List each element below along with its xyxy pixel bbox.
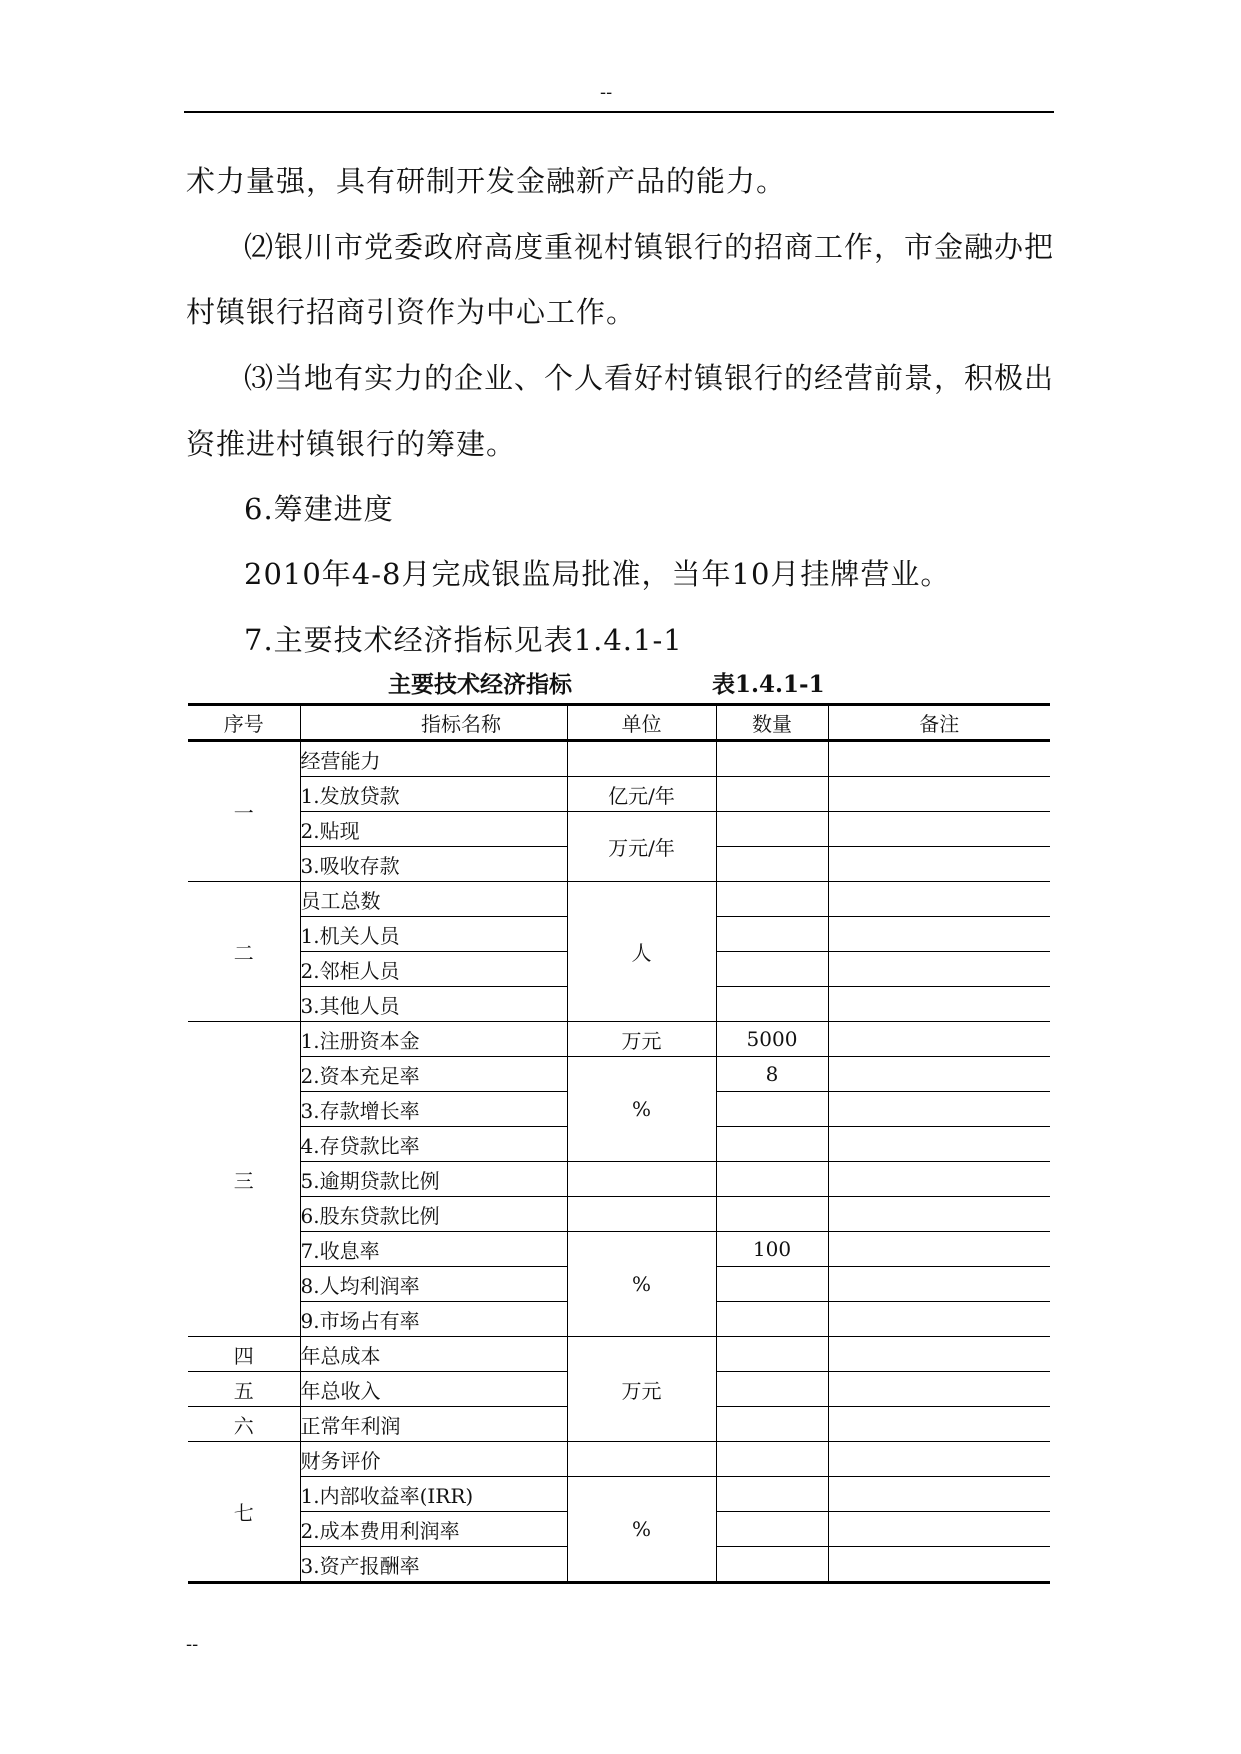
table-caption-title: 主要技术经济指标 [388, 671, 572, 698]
quantity-cell [716, 1407, 828, 1442]
indicator-name: 2.资本充足率 [300, 1057, 567, 1092]
group-label: 一 [188, 741, 300, 882]
table-row [188, 1442, 1050, 1477]
indicator-name: 年总成本 [300, 1337, 567, 1372]
indicator-name: 1.注册资本金 [300, 1022, 567, 1057]
unit-cell: 亿元/年 [567, 777, 716, 812]
quantity-cell [716, 1547, 828, 1583]
unit-cell [567, 1197, 716, 1232]
remarks-cell [828, 1442, 1050, 1477]
remarks-cell [828, 882, 1050, 917]
header-indicator-name: 指标名称 [300, 705, 567, 741]
indicator-name: 2.贴现 [300, 812, 567, 847]
quantity-cell [716, 1162, 828, 1197]
quantity-cell [716, 1512, 828, 1547]
indicator-name: 3.其他人员 [300, 987, 567, 1022]
table-row [188, 1232, 1050, 1267]
quantity-cell [716, 741, 828, 777]
group-label: 二 [188, 882, 300, 1022]
group-label: 三 [188, 1022, 300, 1337]
indicator-name: 3.吸收存款 [300, 847, 567, 882]
paragraph-5: 资推进村镇银行的筹建。 [186, 427, 517, 461]
indicator-name: 1.发放贷款 [300, 777, 567, 812]
group-label: 四 [188, 1337, 300, 1372]
remarks-cell [828, 1022, 1050, 1057]
paragraph-1: 术力量强，具有研制开发金融新产品的能力。 [186, 164, 787, 198]
footer-mark: -- [186, 1634, 199, 1655]
remarks-cell [828, 812, 1050, 847]
unit-cell: % [567, 1057, 716, 1162]
quantity-cell: 8 [716, 1057, 828, 1092]
remarks-cell [828, 1197, 1050, 1232]
indicator-name: 2.成本费用利润率 [300, 1512, 567, 1547]
quantity-cell [716, 1337, 828, 1372]
remarks-cell [828, 1372, 1050, 1407]
quantity-cell [716, 1267, 828, 1302]
remarks-cell [828, 1547, 1050, 1583]
header-serial: 序号 [188, 705, 300, 741]
table-row [188, 741, 1050, 777]
unit-cell: % [567, 1477, 716, 1583]
quantity-cell [716, 987, 828, 1022]
header-rule [184, 111, 1054, 113]
indicators-table [188, 703, 1050, 1584]
indicator-name: 5.逾期贷款比例 [300, 1162, 567, 1197]
unit-cell: 人 [567, 882, 716, 1022]
group-label: 七 [188, 1442, 300, 1583]
remarks-cell [828, 741, 1050, 777]
quantity-cell [716, 812, 828, 847]
indicator-name: 3.存款增长率 [300, 1092, 567, 1127]
group-label: 五 [188, 1372, 300, 1407]
group-label: 六 [188, 1407, 300, 1442]
indicator-name: 经营能力 [300, 741, 567, 777]
unit-cell: % [567, 1232, 716, 1337]
table-header-row [188, 705, 1050, 741]
quantity-cell [716, 952, 828, 987]
table-row [188, 1337, 1050, 1372]
remarks-cell [828, 1127, 1050, 1162]
section-heading-indicators: 7.主要技术经济指标见表1.4.1-1 [244, 623, 683, 657]
table-row [188, 1057, 1050, 1092]
indicator-name: 年总收入 [300, 1372, 567, 1407]
remarks-cell [828, 777, 1050, 812]
indicator-name: 2.邻柜人员 [300, 952, 567, 987]
table-row [188, 1162, 1050, 1197]
indicator-name: 1.机关人员 [300, 917, 567, 952]
quantity-cell [716, 917, 828, 952]
table-row [188, 882, 1050, 917]
remarks-cell [828, 1057, 1050, 1092]
unit-cell: 万元/年 [567, 812, 716, 882]
remarks-cell [828, 987, 1050, 1022]
indicator-name: 7.收息率 [300, 1232, 567, 1267]
section-heading-progress: 6.筹建进度 [244, 492, 394, 526]
header-quantity: 数量 [716, 705, 828, 741]
quantity-cell: 5000 [716, 1022, 828, 1057]
indicator-name: 4.存贷款比率 [300, 1127, 567, 1162]
remarks-cell [828, 1232, 1050, 1267]
indicator-name: 6.股东贷款比例 [300, 1197, 567, 1232]
indicator-name: 员工总数 [300, 882, 567, 917]
unit-cell: 万元 [567, 1337, 716, 1442]
remarks-cell [828, 1477, 1050, 1512]
paragraph-2: ⑵银川市党委政府高度重视村镇银行的招商工作，市金融办把 [244, 230, 1055, 264]
quantity-cell [716, 1477, 828, 1512]
indicator-name: 8.人均利润率 [300, 1267, 567, 1302]
table-row [188, 1022, 1050, 1057]
unit-cell: 万元 [567, 1022, 716, 1057]
quantity-cell [716, 847, 828, 882]
quantity-cell [716, 777, 828, 812]
indicator-name: 财务评价 [300, 1442, 567, 1477]
indicator-name: 3.资产报酬率 [300, 1547, 567, 1583]
remarks-cell [828, 1512, 1050, 1547]
quantity-cell [716, 1372, 828, 1407]
quantity-cell [716, 1197, 828, 1232]
remarks-cell [828, 1267, 1050, 1302]
table-row [188, 777, 1050, 812]
remarks-cell [828, 1407, 1050, 1442]
quantity-cell [716, 1127, 828, 1162]
remarks-cell [828, 1162, 1050, 1197]
unit-cell [567, 1162, 716, 1197]
header-mark: -- [600, 82, 613, 103]
paragraph-progress: 2010年4-8月完成银监局批准，当年10月挂牌营业。 [244, 557, 951, 591]
quantity-cell [716, 1442, 828, 1477]
table-row [188, 1477, 1050, 1512]
indicator-name: 1.内部收益率(IRR) [300, 1477, 567, 1512]
quantity-cell [716, 1302, 828, 1337]
indicator-name: 9.市场占有率 [300, 1302, 567, 1337]
remarks-cell [828, 1337, 1050, 1372]
unit-cell [567, 741, 716, 777]
unit-cell [567, 1442, 716, 1477]
header-unit: 单位 [567, 705, 716, 741]
indicator-name: 正常年利润 [300, 1407, 567, 1442]
paragraph-4: ⑶当地有实力的企业、个人看好村镇银行的经营前景，积极出 [244, 361, 1055, 395]
table-caption-number: 表1.4.1-1 [712, 671, 825, 698]
quantity-cell: 100 [716, 1232, 828, 1267]
remarks-cell [828, 847, 1050, 882]
table-row [188, 1197, 1050, 1232]
remarks-cell [828, 952, 1050, 987]
remarks-cell [828, 1302, 1050, 1337]
paragraph-3: 村镇银行招商引资作为中心工作。 [186, 295, 637, 329]
quantity-cell [716, 1092, 828, 1127]
remarks-cell [828, 917, 1050, 952]
table-row [188, 812, 1050, 847]
header-remarks: 备注 [828, 705, 1050, 741]
quantity-cell [716, 882, 828, 917]
remarks-cell [828, 1092, 1050, 1127]
